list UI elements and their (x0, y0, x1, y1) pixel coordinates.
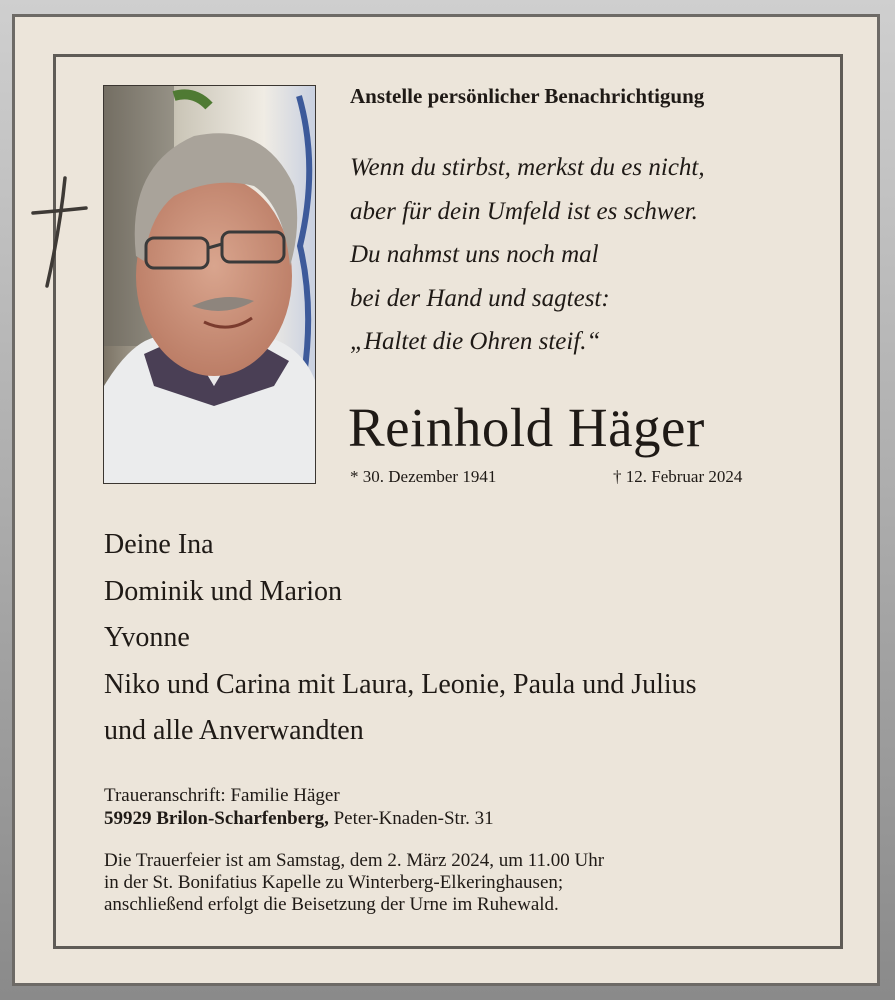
birth-date: * 30. Dezember 1941 (350, 467, 497, 486)
mourner-line: und alle Anverwandten (104, 715, 364, 746)
poem-line: bei der Hand und sagtest: (350, 284, 610, 312)
ceremony-info (104, 850, 804, 916)
poem-line: Du nahmst uns noch mal (350, 241, 599, 268)
poem-line: aber für dein Umfeld ist es schwer. (350, 197, 698, 225)
ceremony-line: in der St. Bonifatius Kapelle zu Winterberg-Elkeringhausen; (104, 872, 564, 893)
address-city: 59929 Brilon-Scharfenberg, (104, 808, 329, 829)
address-street: Peter-Knaden-Str. 31 (328, 808, 494, 829)
mourner-line: Niko und Carina mit Laura, Leonie, Paula und Julius (104, 668, 697, 700)
poem-line: „Haltet die Ohren steif.“ (350, 328, 601, 355)
mourning-address (104, 784, 804, 830)
portrait-photo (103, 85, 316, 484)
ceremony-line: anschließend erfolgt die Beisetzung der Urne im Ruhewald. (104, 894, 559, 915)
deceased-name: Reinhold Häger (348, 397, 705, 458)
address-line (104, 807, 804, 830)
poem (350, 146, 810, 364)
address-label: Traueranschrift: Familie Häger (104, 785, 340, 806)
mourners-list (104, 522, 824, 755)
poem-line: Wenn du stirbst, merkst du es nicht, (350, 154, 705, 181)
notice-heading: Anstelle persönlicher Benachrichtigung (350, 84, 705, 108)
ceremony-line: Die Trauerfeier ist am Samstag, dem 2. März 2024, um 11.00 Uhr (104, 850, 605, 871)
mourner-line: Deine Ina (104, 529, 214, 560)
mourner-line: Yvonne (104, 622, 190, 653)
mourner-line: Dominik und Marion (104, 575, 342, 607)
death-date: † 12. Februar 2024 (613, 467, 743, 486)
cross-icon (30, 174, 90, 290)
